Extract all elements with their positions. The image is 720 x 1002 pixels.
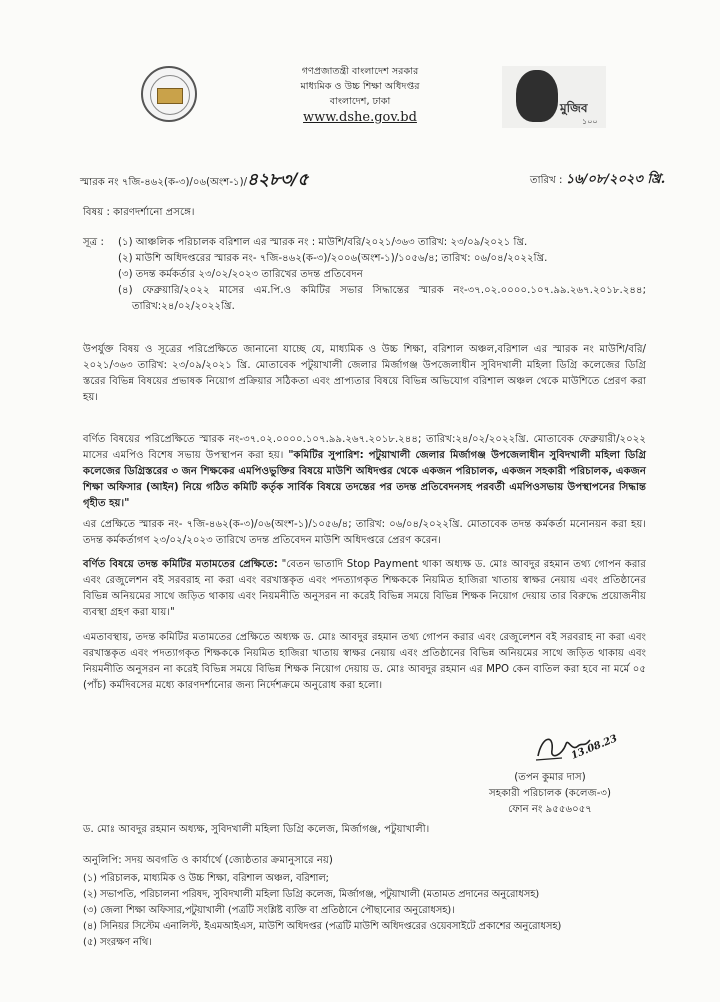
memo-date-label: তারিখ : [530,175,563,186]
references-label: সূত্র : [83,237,104,248]
references-list [118,235,646,315]
committee-opinion-text: "বেতন ভাতাদি Stop Payment থাকা অধ্যক্ষ ড. মোঃ আবদুর রহমান তথ্য গোপন করার এবং রেজুলেশন বই সরবরাহ না করা এবং বরখাস্তকৃত এবং পদত্যাগকৃত শিক্ষককে নিয়মিত হাজিরা খাতায় স্বাক্ষর নেয়ায় এবং প্রতিষ্ঠানের বিভিন্ন অনিয়মের সাথে জড়িত থাকায় এবং নিয়মনীতি অনুসরন না করেই বিভিন্ন সময়ে বিভিন্ন শিক্ষক নিয়োগ দেয়ায় তার বিরুদ্ধে প্রয়োজনীয় ব্যবস্থা গ্রহণ করা যায়।" [83,559,646,618]
memo-number-handwritten: ৪২৮৩/৫ [247,170,309,190]
location: বাংলাদেশ, ঢাকা [329,96,391,107]
website-link[interactable]: www.dshe.gov.bd [303,110,417,125]
copy-list [83,871,653,951]
portrait-year: ১০০ [582,117,598,126]
mujib-borsho-logo-icon [502,66,606,128]
copy-item: (৫) সংরক্ষণ নথি। [83,937,152,948]
recipient: ড. মোঃ আবদুর রহমান অধ্যক্ষ, সুবিদখালী মহিলা ডিগ্রি কলেজ, মির্জাগঞ্জ, পটুয়াখালী। [83,824,430,835]
paragraph-2 [83,432,646,512]
dshe-emblem-icon [141,66,197,122]
subject: বিষয় : কারণদর্শানো প্রসঙ্গে। [83,207,195,218]
copy-item: (৪) সিনিয়র সিস্টেম এনালিস্ট, ইএমআইএস, মাউশি অধিদপ্তর (পত্রটি মাউশি অধিদপ্তরের ওয়েবসাইটে প্রকাশের অনুরোধসহ) [83,921,562,932]
reference-item: (৩) তদন্ত কর্মকর্তার ২৩/০২/২০২৩ তারিখের তদন্ত প্রতিবেদন [118,269,363,280]
signatory-phone: ফোন নং ৯৫৫৬০৫৭ [508,804,592,815]
signatory-designation: সহকারী পরিচালক (কলেজ-৩) [489,788,611,799]
committee-recommendation: "কমিটির সুপারিশ: পটুয়াখালী জেলার মির্জাগঞ্জ উপজেলাধীন সুবিদখালী মহিলা ডিগ্রি কলেজের ডিগ্রিস্তরের ৩ জন শিক্ষকের এমপিওভুক্তির বিষয়ে মাউশি অধিদপ্তর থেকে একজন পরিচালক, একজন সহকারী পরিচালক, একজন শিক্ষা অফিসার (আইন) নিয়ে গঠিত কমিটি কর্তৃক সার্বিক বিষয়ে তদন্তের পর তদন্ত প্রতিবেদনসহ পরবর্তী এমপিওসভায় উপস্থাপনের সিদ্ধান্ত গৃহীত হয়।" [83,450,646,509]
copy-item: (১) পরিচালক, মাধ্যমিক ও উচ্চ শিক্ষা, বরিশাল অঞ্চল, বরিশাল; [83,873,329,884]
portrait-text: মুজিব [560,101,588,115]
copy-heading: অনুলিপি: সদয় অবগতি ও কার্যার্থে (জ্যেষ্ঠতার ক্রমানুসারে নয়) [83,855,333,866]
letterhead [240,64,480,127]
signature-block [460,770,640,818]
directorate-name: মাধ্যমিক ও উচ্চ শিক্ষা অধিদপ্তর [300,81,420,92]
paragraph-4 [83,557,646,621]
paragraph-2-text: বর্ণিত বিষয়ের পরিপ্রেক্ষিতে স্মারক নং-৩৭.০২.০০০০.১০৭.৯৯.২৬৭.২০১৮.২৪৪; তারিখ:২৪/০২/২০২২খ্রি. মোতাবেক ফেব্রুয়ারী/২০২২ মাসের এমপিও বিশেষ সভায় উপস্থাপন করা হয়। [83,434,646,461]
memo-number-label: স্মারক নং ৭জি-৪৬২(ক-৩)/০৬(অংশ-১)/ [80,177,248,188]
signature-date: 13.08.23 [569,733,620,762]
committee-opinion-heading: বর্ণিত বিষয়ে তদন্ত কমিটির মতামতের প্রেক্ষিতে: [83,559,278,570]
reference-item: (২) মাউশি অধিদপ্তরের স্মারক নং- ৭জি-৪৬২(ক-৩)/২০০৬(অংশ-১)/১০৫৬/৪; তারিখ: ০৬/০৪/২০২২খ্রি. [118,253,548,264]
memo-line [80,170,666,192]
paragraph-5: এমতাবস্থায়, তদন্ত কমিটির মতামতের প্রেক্ষিতে অধ্যক্ষ ড. মোঃ আবদুর রহমান তথ্য গোপন করার এবং রেজুলেশন বই সরবরাহ না করা এবং বরখাস্তকৃত এবং পদত্যাগকৃত শিক্ষককে নিয়মিত হাজিরা খাতায় স্বাক্ষর নেয়ায় এবং প্রতিষ্ঠানের বিভিন্ন অনিয়মের সাথে জড়িত থাকায় এবং নিয়মনীতি অনুসরন না করেই বিভিন্ন সময়ে বিভিন্ন শিক্ষক নিয়োগ দেয়ায় ড. মোঃ আবদুর রহমান এর MPO কেন বাতিল করা হবে না মর্মে ০৫ (পাঁচ) কর্মদিবসের মধ্যে কারণদর্শানোর জন্য নির্দেশক্রমে অনুরোধ করা হলো। [83,632,646,691]
reference-item: (১) আঞ্চলিক পরিচালক বরিশাল এর স্মারক নং : মাউশি/বরি/২০২১/৩৬৩ তারিখ: ২৩/০৯/২০২১ খ্রি. [118,237,528,248]
paragraph-1: উপর্যুক্ত বিষয় ও সূত্রের পরিপ্রেক্ষিতে জানানো যাচ্ছে যে, মাধ্যমিক ও উচ্চ শিক্ষা, বরিশাল অঞ্চল,বরিশাল এর স্মারক নং মাউশি/বরি/২০২১/৩৬৩ তারিখ: ২৩/০৯/২০২১ খ্রি. মোতাবেক পটুয়াখালী জেলার মির্জাগঞ্জ উপজেলাধীন সুবিদখালী মহিলা ডিগ্রি কলেজের ডিগ্রি স্তরের বিভিন্ন বিষয়ের প্রভাষক নিয়োগ প্রক্রিয়ার সঠিকতা এবং প্রাপ্যতার বিষয়ে বিভিন্ন অভিযোগ বরিশাল অঞ্চল থেকে মাউশিতে প্রেরণ করা হয়। [83,344,646,403]
signatory-name: (তপন কুমার দাস) [514,772,586,783]
copy-item: (৩) জেলা শিক্ষা অফিসার,পটুয়াখালী (পত্রটি সংশ্লিষ্ট ব্যক্তি বা প্রতিষ্ঠানে পৌছানোর অনুরোধসহ)। [83,905,455,916]
paragraph-3: এর প্রেক্ষিতে স্মারক নং- ৭জি-৪৬২(ক-৩)/০৬(অংশ-১)/১০৫৬/৪; তারিখ: ০৬/০৪/২০২২খ্রি. মোতাবেক তদন্ত কর্মকর্তা মনোনয়ন করা হয়। তদন্ত কর্মকর্তাগণ ২৩/০২/২০২৩ তারিখে তদন্ত প্রতিবেদন মাউশি অধিদপ্তরে প্রেরণ করেন। [83,519,646,546]
reference-item: (৪) ফেব্রুয়ারি/২০২২ মাসের এম.পি.ও কমিটির সভার সিদ্ধান্তের স্মারক নং-৩৭.০২.০০০০.১০৭.৯৯.২৬৭.২০১৮.২৪৪; তারিখ:২৪/০২/২০২২খ্রি. [118,285,646,312]
copy-item: (২) সভাপতি, পরিচালনা পরিষদ, সুবিদখালী মহিলা ডিগ্রি কলেজ, মির্জাগঞ্জ, পটুয়াখালী (মতামত প্রদানের অনুরোধসহ) [83,889,540,900]
govt-name: গণপ্রজাতন্ত্রী বাংলাদেশ সরকার [301,66,419,77]
memo-date [530,172,665,189]
memo-date-handwritten: ১৬/০৮/২০২৩ খ্রি. [565,172,666,187]
